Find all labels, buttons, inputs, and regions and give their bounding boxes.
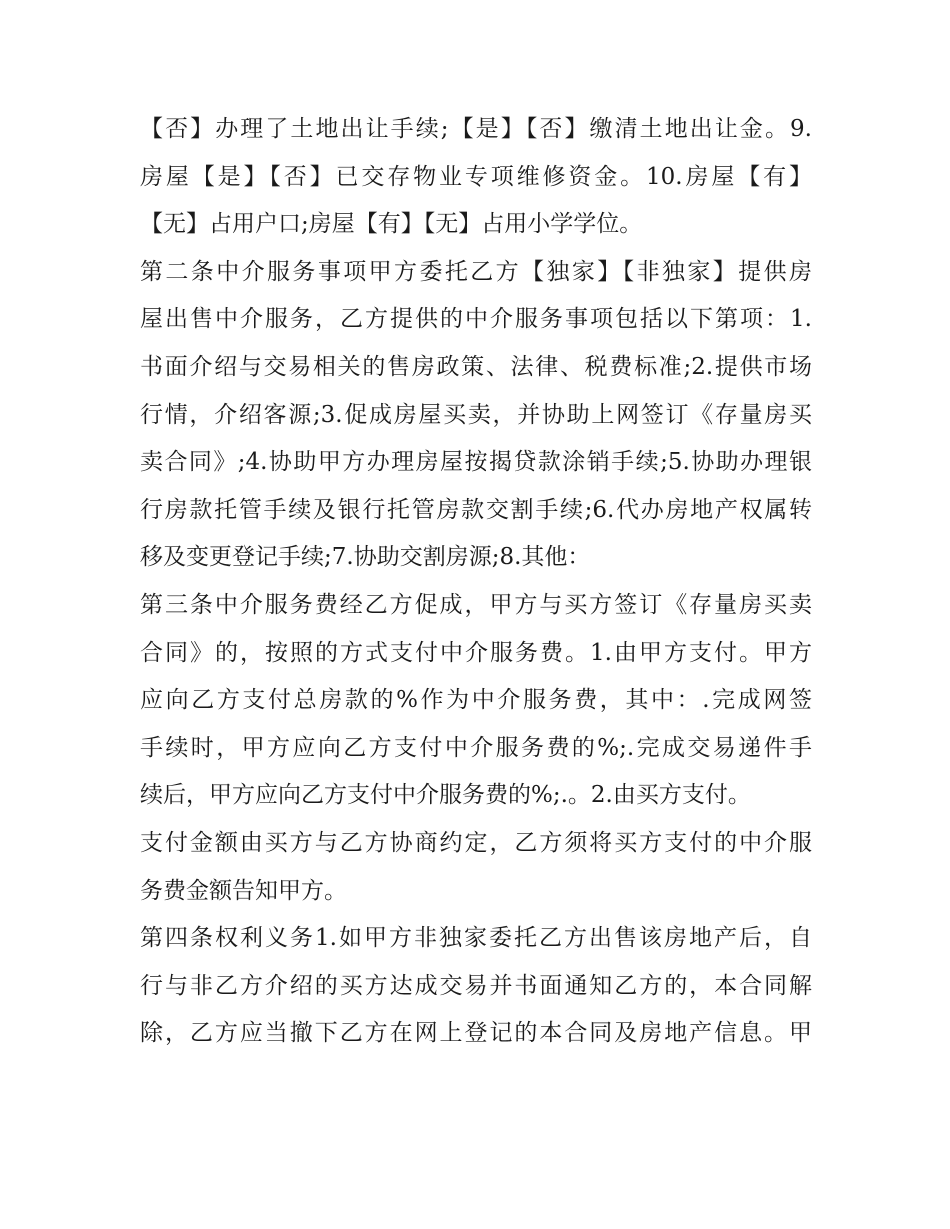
paragraph-article-3-service-fee — [140, 582, 812, 915]
text-line: 行情，介绍客源;3.促成房屋买卖，并协助上网签订《存量房买 — [140, 401, 812, 428]
text-line: 务费金额告知甲方。 — [140, 877, 347, 904]
text-line: 合同》的，按照的方式支付中介服务费。1.由甲方支付。甲方 — [140, 639, 812, 666]
contract-text-body — [140, 106, 812, 1058]
text-line: 书面介绍与交易相关的售房政策、法律、税费标准;2.提供市场 — [140, 353, 812, 380]
text-line: 【否】办理了土地出让手续;【是】【否】缴清土地出让金。9. — [140, 116, 812, 142]
paragraph-article-4-rights-obligations — [140, 915, 812, 1058]
paragraph-property-status — [140, 106, 812, 249]
text-line: 行与非乙方介绍的买方达成交易并书面通知乙方的，本合同解 — [140, 972, 812, 999]
text-line: 第二条中介服务事项甲方委托乙方【独家】【非独家】提供房 — [140, 258, 812, 285]
text-line: 行房款托管手续及银行托管房款交割手续;6.代办房地产权属转 — [140, 496, 812, 523]
text-line: 房屋【是】【否】已交存物业专项维修资金。10.房屋【有】 — [140, 163, 812, 190]
text-line: 屋出售中介服务，乙方提供的中介服务事项包括以下第项：1. — [140, 306, 812, 333]
text-line: 【无】占用户口;房屋【有】【无】占用小学学位。 — [140, 211, 643, 238]
text-line: 除，乙方应当撤下乙方在网上登记的本合同及房地产信息。甲 — [140, 1020, 812, 1047]
text-line: 第四条权利义务1.如甲方非独家委托乙方出售该房地产后，自 — [140, 925, 812, 952]
text-line: 卖合同》;4.协助甲方办理房屋按揭贷款涂销手续;5.协助办理银 — [140, 449, 812, 476]
text-line: 第三条中介服务费经乙方促成，甲方与买方签订《存量房买卖 — [140, 591, 812, 618]
paragraph-article-2-service-items — [140, 249, 812, 582]
text-line: 手续时，甲方应向乙方支付中介服务费的%;.完成交易递件手 — [140, 734, 812, 761]
text-line: 应向乙方支付总房款的%作为中介服务费，其中：.完成网签 — [140, 687, 812, 714]
text-line: 续后，甲方应向乙方支付中介服务费的%;.。2.由买方支付。 — [140, 782, 751, 809]
text-line: 支付金额由买方与乙方协商约定，乙方须将买方支付的中介服 — [140, 829, 812, 856]
text-line: 移及变更登记手续;7.协助交割房源;8.其他： — [140, 544, 591, 571]
